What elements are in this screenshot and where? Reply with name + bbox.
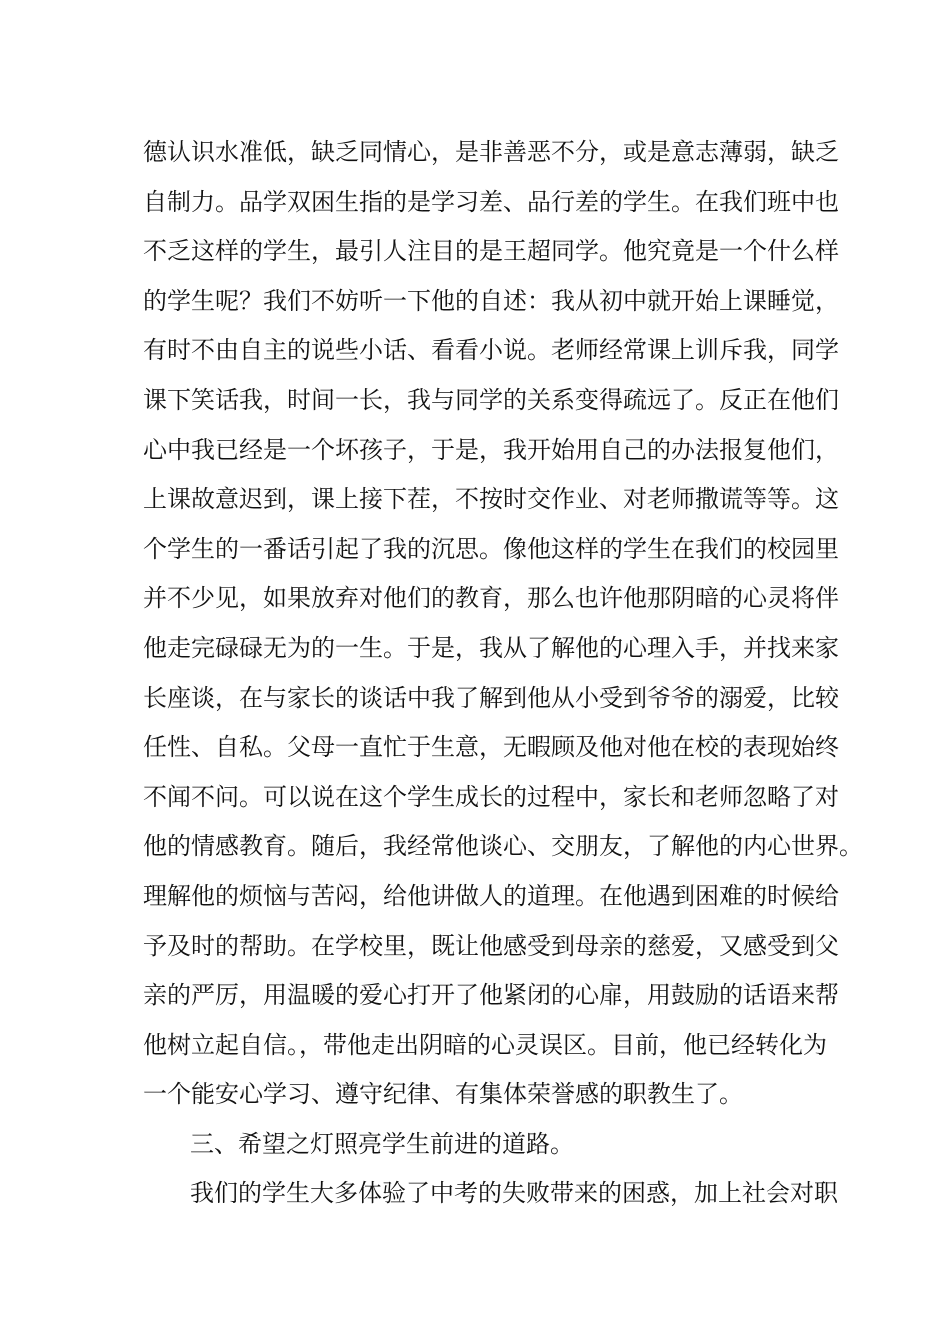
text-line: 心中我已经是一个坏孩子，于是，我开始用自己的办法报复他们， <box>143 435 839 464</box>
body-text <box>143 128 863 1219</box>
text-line: 他的情感教育。随后，我经常他谈心、交朋友，了解他的内心世界。 <box>143 832 863 861</box>
text-line: 自制力。品学双困生指的是学习差、品行差的学生。在我们班中也 <box>143 187 839 216</box>
text-line: 不闻不问。可以说在这个学生成长的过程中，家长和老师忽略了对 <box>143 782 839 811</box>
text-line: 他树立起自信。，带他走出阴暗的心灵误区。目前，他已经转化为 <box>143 1030 827 1059</box>
text-line: 长座谈，在与家长的谈话中我了解到他从小受到爷爷的溺爱，比较 <box>143 683 839 712</box>
section-heading: 三、希望之灯照亮学生前进的道路。 <box>190 1129 574 1158</box>
text-line: 课下笑话我，时间一长，我与同学的关系变得疏远了。反正在他们 <box>143 385 839 414</box>
text-line: 予及时的帮助。在学校里，既让他感受到母亲的慈爱，又感受到父 <box>143 931 839 960</box>
text-line: 个学生的一番话引起了我的沉思。像他这样的学生在我们的校园里 <box>143 534 839 563</box>
text-line: 上课故意迟到，课上接下茬，不按时交作业、对老师撒谎等等。这 <box>143 485 839 514</box>
text-line: 任性、自私。父母一直忙于生意，无暇顾及他对他在校的表现始终 <box>143 733 839 762</box>
text-line: 他走完碌碌无为的一生。于是，我从了解他的心理入手，并找来家 <box>143 633 839 662</box>
text-line: 并不少见，如果放弃对他们的教育，那么也许他那阴暗的心灵将伴 <box>143 584 839 613</box>
text-line: 一个能安心学习、遵守纪律、有集体荣誉感的职教生了。 <box>143 1080 743 1109</box>
text-line: 德认识水准低，缺乏同情心，是非善恶不分，或是意志薄弱，缺乏 <box>143 138 839 166</box>
text-line: 的学生呢？我们不妨听一下他的自述：我从初中就开始上课睡觉， <box>143 286 839 315</box>
paragraph-start: 我们的学生大多体验了中考的失败带来的困惑，加上社会对职 <box>190 1179 838 1208</box>
text-line: 不乏这样的学生，最引人注目的是王超同学。他究竟是一个什么样 <box>143 237 839 266</box>
text-line: 理解他的烦恼与苦闷，给他讲做人的道理。在他遇到困难的时候给 <box>143 881 839 910</box>
text-line: 有时不由自主的说些小话、看看小说。老师经常课上训斥我，同学 <box>143 336 839 365</box>
text-line: 亲的严厉，用温暖的爱心打开了他紧闭的心扉，用鼓励的话语来帮 <box>143 981 839 1010</box>
